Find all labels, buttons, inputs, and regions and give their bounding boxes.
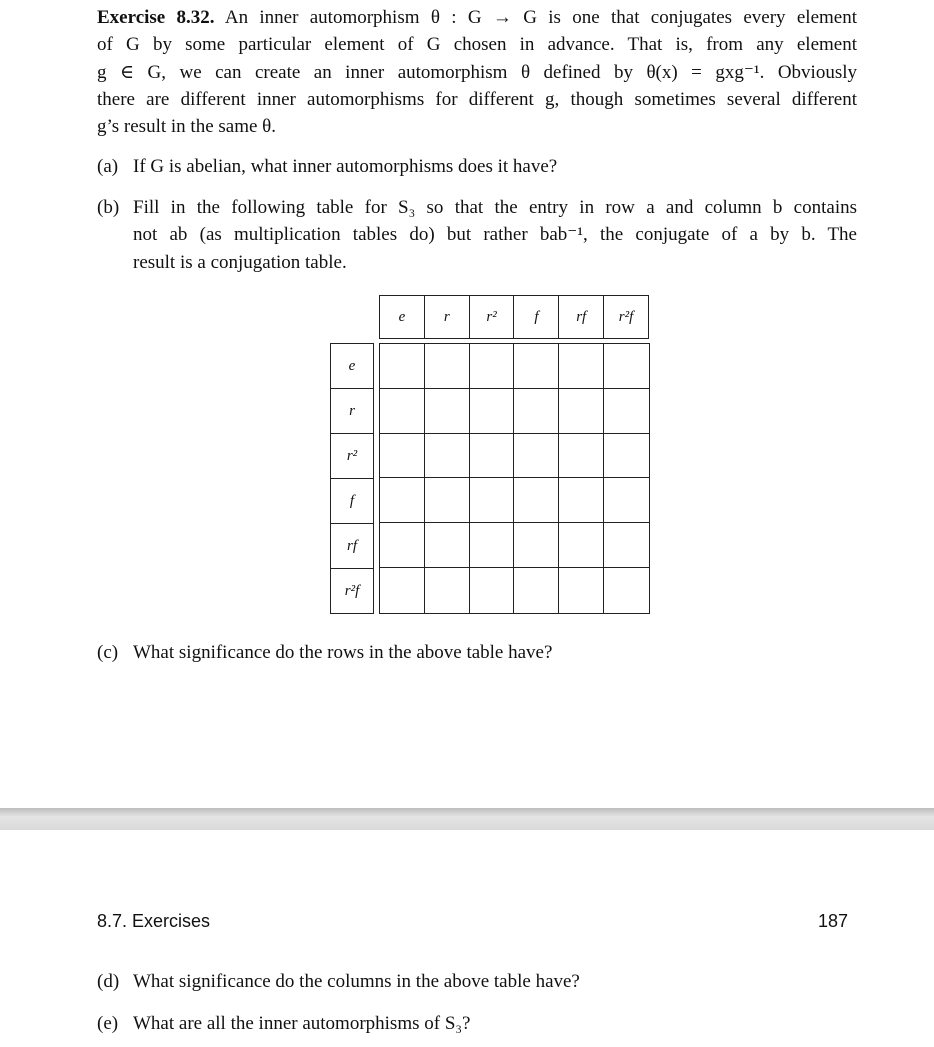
table-cell-r1-c3 [514, 389, 559, 434]
table-cell-r1-c5 [604, 389, 649, 434]
col-header-r: r [425, 296, 470, 338]
table-cell-r0-c1 [425, 344, 470, 389]
table-cell-r2-c0 [380, 434, 425, 479]
table-cell-r3-c4 [559, 478, 604, 523]
part-b-line-1: Fill in the following table for S₃ so that the entry in row a and column b contains [133, 197, 857, 218]
part-e-label: (e) [97, 1013, 119, 1034]
table-cell-r4-c4 [559, 523, 604, 568]
row-header-r: r [331, 389, 373, 434]
table-cell-r0-c0 [380, 344, 425, 389]
table-column-headers [379, 295, 649, 339]
col-header-r2f: r²f [618, 308, 634, 325]
table-cell-r2-c3 [514, 434, 559, 479]
col-header-r2: r² [470, 296, 515, 338]
table-cell-r5-c3 [514, 568, 559, 613]
part-b-line-3: result is a conjugation table. [133, 251, 347, 273]
part-a-label: (a) [97, 156, 119, 177]
table-cell-r5-c2 [470, 568, 515, 613]
table-cell-r2-c1 [425, 434, 470, 479]
exercise-line-3: g ∈ G, we can create an inner automorphism θ defined by θ(x) = gxg⁻¹. Obviously [97, 61, 857, 83]
row-header-e: e [331, 344, 373, 389]
conjugation-table-grid [379, 343, 650, 614]
table-cell-r2-c2 [470, 434, 515, 479]
table-cell-r0-c4 [559, 344, 604, 389]
exercise-line-2: of G by some particular element of G chosen in advance. That is, from any element [97, 34, 857, 56]
row-header-f: f [331, 479, 373, 524]
table-cell-r3-c3 [514, 478, 559, 523]
row-header-rf: rf [331, 524, 373, 569]
exercise-label: Exercise 8.32. [97, 7, 215, 28]
part-c-label: (c) [97, 642, 119, 663]
part-b-line-2: not ab (as multiplication tables do) but rather bab⁻¹, the conjugate of a by b. The [133, 224, 857, 246]
table-cell-r0-c2 [470, 344, 515, 389]
exercise-statement [97, 4, 857, 140]
table-cell-r4-c3 [514, 523, 559, 568]
running-header-section: 8.7. Exercises [97, 911, 211, 931]
table-cell-r3-c1 [425, 478, 470, 523]
page-number: 187 [817, 911, 848, 931]
table-cell-r0-c3 [514, 344, 559, 389]
table-cell-r4-c2 [470, 523, 515, 568]
table-cell-r4-c0 [380, 523, 425, 568]
table-cell-r3-c2 [470, 478, 515, 523]
page-separator [0, 808, 934, 830]
part-d-text: What significance do the columns in the above table have? [133, 971, 580, 992]
table-cell-r2-c4 [559, 434, 604, 479]
table-cell-r2-c5 [604, 434, 649, 479]
col-header-e: e [380, 296, 425, 338]
table-row-headers [330, 343, 374, 614]
part-a-text: If G is abelian, what inner automorphisms does it have? [133, 156, 558, 177]
table-cell-r3-c0 [380, 478, 425, 523]
part-e-text: What are all the inner automorphisms of S₃? [133, 1013, 471, 1034]
table-cell-r3-c5 [604, 478, 649, 523]
table-cell-r1-c0 [380, 389, 425, 434]
table-cell-r5-c1 [425, 568, 470, 613]
col-header-f: f [514, 296, 559, 338]
col-header-rf: rf [559, 296, 604, 338]
row-header-r2f: r²f [344, 582, 360, 599]
table-cell-r5-c4 [559, 568, 604, 613]
part-c-text: What significance do the rows in the above table have? [133, 642, 553, 663]
exercise-line-4: there are different inner automorphisms for different g, though sometimes several different [97, 88, 857, 110]
table-cell-r5-c0 [380, 568, 425, 613]
table-cell-r1-c1 [425, 389, 470, 434]
table-cell-r0-c5 [604, 344, 649, 389]
table-cell-r4-c1 [425, 523, 470, 568]
table-cell-r1-c4 [559, 389, 604, 434]
part-b-label: (b) [97, 197, 120, 218]
exercise-line-5: g’s result in the same θ. [97, 116, 277, 138]
table-cell-r1-c2 [470, 389, 515, 434]
table-cell-r4-c5 [604, 523, 649, 568]
table-cell-r5-c5 [604, 568, 649, 613]
row-header-r2: r² [331, 434, 373, 479]
exercise-line-1: Exercise 8.32. An inner automorphism θ : G → G is one that conjugates every element [97, 7, 858, 28]
part-d-label: (d) [97, 971, 120, 992]
